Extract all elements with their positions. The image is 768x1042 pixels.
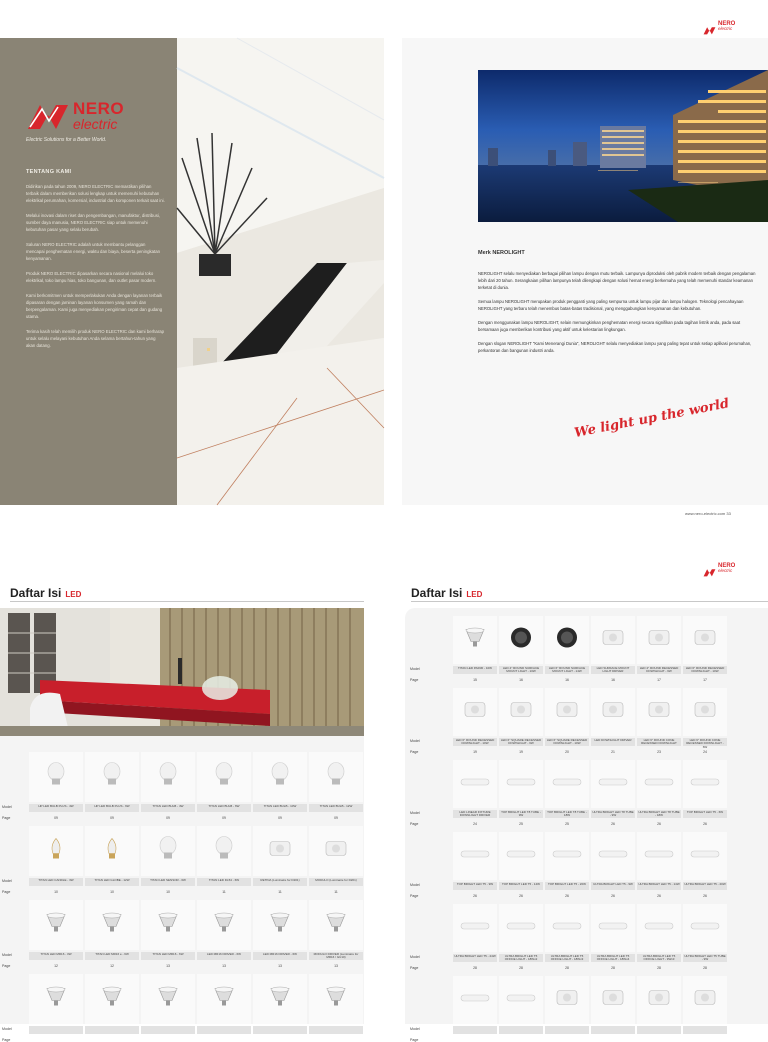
spotlight-icon	[155, 910, 181, 941]
model-name: ULTRA BRIGHT LED T8 TUBE - 18W	[638, 810, 680, 818]
nero-logo	[26, 100, 165, 131]
model-name: TITAN LED DL54 - 6W	[208, 878, 240, 882]
page-label: Page	[2, 964, 11, 968]
tube-light-icon	[460, 775, 490, 793]
model-name: ULTRA BRIGHT LED T5 OFFICE LIGHT - 18Wx4	[596, 954, 630, 962]
page-number: 26	[657, 894, 661, 898]
product-cell[interactable]	[499, 976, 543, 1024]
model-name: MODULO DRIVER (Luminaire for MR16 / GU10)	[313, 952, 359, 960]
downlight-icon	[692, 626, 718, 655]
product-cell[interactable]	[29, 974, 83, 1024]
surface-light-icon	[508, 625, 534, 656]
spotlight-icon	[267, 910, 293, 941]
tagline: Electric Solutions for a Better World.	[26, 137, 107, 143]
product-cell[interactable]	[637, 832, 681, 880]
product-cell[interactable]	[309, 974, 363, 1024]
model-name: LED 6" ROUND SURFACE MOUNT LIGHT - 14W	[548, 666, 586, 674]
product-cell[interactable]	[141, 752, 195, 802]
spotlight-icon	[99, 984, 125, 1015]
model-name: TOP BRIGHT LED T8 TUBE - 18W	[547, 810, 587, 818]
model-name: TITAN LED PAR30 - 10W	[457, 666, 493, 670]
downlight-icon	[508, 698, 534, 727]
product-cell[interactable]	[545, 976, 589, 1024]
model-label: Model	[410, 955, 420, 959]
downlight-icon	[646, 698, 672, 727]
about-paragraph: Produk NERO ELECTRIC dipasarkan secara nasional melalui toko elektrikal, toko lampu hias, toko bangunan, dan outlet pasar modern.	[26, 271, 157, 283]
spotlight-icon	[43, 984, 69, 1015]
model-name: HP LED BULB PLUS - 4W	[38, 804, 74, 808]
tube-light-icon	[644, 919, 674, 937]
product-cell[interactable]	[637, 976, 681, 1024]
page-number: 26	[519, 894, 523, 898]
model-bar	[141, 1026, 195, 1034]
model-name: ULTRA BRIGHT LED T5 - 24W	[454, 954, 496, 958]
model-name: RETINA (Luminaire for D201)	[260, 878, 300, 882]
model-name: LED 6" SQUARE RECESSED DOWNLIGHT - 6W	[500, 738, 542, 746]
page-number: 28	[565, 966, 569, 970]
model-name: TOP BRIGHT LED T5 - 6W	[686, 810, 724, 814]
model-label: Model	[2, 1027, 12, 1031]
page-number: 10	[54, 890, 58, 894]
product-cell[interactable]	[29, 826, 83, 876]
spotlight-icon	[211, 984, 237, 1015]
tube-light-icon	[506, 919, 536, 937]
model-name: LED MR16 DRIVER - 6W	[262, 952, 297, 956]
bulb-icon	[100, 762, 124, 793]
product-cell[interactable]	[453, 616, 497, 664]
office-photo	[0, 608, 364, 736]
about-paragraph: Kami berkomitmen untuk memperlakukan Anda dengan layanan terbaik dipasaran dengan jaminan layanan konsumen yang ramah dan berpengalaman. Kami juga menyediakan pengiriman cepat dan gudang utama.	[26, 293, 163, 319]
logo-electric-text: electric	[73, 116, 118, 132]
model-bar	[197, 1026, 251, 1034]
product-cell[interactable]	[253, 974, 307, 1024]
toc-page-right	[405, 608, 768, 1042]
brand-paragraph: Dengan menggunakan lampu NEROLIGHT, selain memungkinkan penghematan energi secara signifikan pada tagihan listrik anda, pada saat bersamaan juga memberikan kontribusi yang aktif untuk kelestarian lingkungan.	[478, 320, 741, 332]
product-cell[interactable]	[499, 760, 543, 808]
product-cell[interactable]	[453, 976, 497, 1024]
tube-light-icon	[690, 919, 720, 937]
downlight-icon	[554, 698, 580, 727]
bulb-icon	[156, 762, 180, 793]
page-number: 26	[657, 822, 661, 826]
model-name: TITAN LED BULB - 12W	[319, 804, 353, 808]
tube-light-icon	[598, 775, 628, 793]
about-paragraph: Melalui inovasi dalam riset dan pengembangan, manufaktur, distribusi, sumber daya manusia, NERO ELECTRIC siap untuk memenuhi kebutuhan pasar yang selalu berubah.	[26, 213, 160, 232]
model-name: LED 4" ROUND SURFACE MOUNT LIGHT - 10W	[502, 666, 540, 674]
model-name: LED LINEAR FIXTURE DOWNLIGHT DRIVER	[459, 810, 491, 818]
nero-mini-logo	[703, 564, 735, 573]
model-name: ULTRA BRIGHT LED T5 OFFICE LIGHT - 18Wx2	[504, 954, 538, 962]
page-label: Page	[410, 822, 419, 826]
page-number: 26	[703, 894, 707, 898]
product-cell[interactable]	[545, 904, 589, 952]
page-number: 28	[657, 966, 661, 970]
product-cell[interactable]	[499, 616, 543, 664]
page-number: 10	[166, 890, 170, 894]
downlight-icon	[600, 626, 626, 655]
page-number: 12	[110, 964, 114, 968]
product-cell[interactable]	[545, 616, 589, 664]
page-label: Page	[2, 890, 11, 894]
model-name: LED 6" SQUARE RECESSED DOWNLIGHT - 10W	[546, 738, 588, 746]
toc-page-left	[0, 608, 364, 1042]
product-cell[interactable]	[591, 688, 635, 736]
about-paragraph: Terima kasih telah memilih produk NERO ELECTRIC dan kami berharap untuk selalu melayani kebutuhan Anda selama bertahun-tahun yang akan datang.	[26, 329, 165, 348]
tube-light-icon	[690, 775, 720, 793]
downlight-icon	[646, 626, 672, 655]
product-cell[interactable]	[309, 826, 363, 876]
product-cell[interactable]	[85, 900, 139, 950]
page-number: 11	[334, 890, 338, 894]
page-footer: www.nero-electric.com 33	[685, 511, 731, 516]
product-cell[interactable]	[253, 826, 307, 876]
page-number: 17	[703, 678, 707, 682]
downlight-icon	[692, 986, 718, 1015]
page-number: 13	[166, 964, 170, 968]
spotlight-icon	[155, 984, 181, 1015]
model-name: TITAN LED SENSOR - 6W	[150, 878, 186, 882]
about-title: TENTANG KAMI	[26, 169, 72, 175]
toc-title-text: Daftar Isi	[10, 586, 62, 600]
downlight-icon	[462, 698, 488, 727]
tube-light-icon	[644, 775, 674, 793]
model-name: LED 4" ROUND RECESSED DOWNLIGHT - 6W	[639, 666, 679, 674]
product-cell[interactable]	[499, 832, 543, 880]
product-cell[interactable]	[683, 616, 727, 664]
model-bar	[85, 1026, 139, 1034]
spotlight-icon	[323, 984, 349, 1015]
title-divider	[411, 601, 768, 602]
slogan: We light up the world	[573, 396, 731, 441]
downlight-icon	[323, 837, 349, 866]
product-cell[interactable]	[453, 904, 497, 952]
model-label: Model	[410, 667, 420, 671]
page-number: 16	[611, 678, 615, 682]
page-label: Page	[410, 750, 419, 754]
page-label: Page	[410, 678, 419, 682]
tube-light-icon	[690, 847, 720, 865]
product-cell[interactable]	[85, 974, 139, 1024]
model-name: TOP BRIGHT LED T5 - 14W	[502, 882, 540, 886]
logo-electric-text: electric	[718, 568, 733, 574]
page-number: 17	[657, 678, 661, 682]
model-name: TOP BRIGHT LED T5 - 9W	[456, 882, 494, 886]
product-cell[interactable]	[591, 760, 635, 808]
page-number: 26	[703, 822, 707, 826]
downlight-icon	[646, 986, 672, 1015]
model-name: LED 6" ROUND RECESSED DOWNLIGHT - 10W	[455, 738, 495, 746]
page-number: 09	[222, 816, 226, 820]
brand-page	[402, 38, 768, 505]
model-bar	[683, 1026, 727, 1034]
page-number: 13	[334, 964, 338, 968]
page-number: 28	[703, 966, 707, 970]
model-label: Model	[2, 805, 12, 809]
product-cell[interactable]	[545, 832, 589, 880]
page-number: 09	[110, 816, 114, 820]
model-name: ULTRA BRIGHT LED T5 - 9W	[593, 882, 633, 886]
model-name: TITAN LED CANDLE - 3W	[38, 878, 74, 882]
product-cell[interactable]	[197, 900, 251, 950]
model-name: TOP BRIGHT LED T5 - 20W	[548, 882, 586, 886]
page-number: 24	[473, 822, 477, 826]
spotlight-icon	[211, 910, 237, 941]
page-number: 09	[278, 816, 282, 820]
tube-light-icon	[644, 847, 674, 865]
staircase-photo	[177, 38, 384, 505]
model-name: TITAN LED BULB - 10W	[263, 804, 297, 808]
page-number: 25	[565, 822, 569, 826]
product-cell[interactable]	[499, 688, 543, 736]
model-bar	[499, 1026, 543, 1034]
page-number: 23	[657, 750, 661, 754]
tube-light-icon	[552, 919, 582, 937]
product-cell[interactable]	[141, 974, 195, 1024]
spotlight-icon	[43, 910, 69, 941]
logo-nero-text: NERO	[718, 563, 736, 569]
product-cell[interactable]	[141, 826, 195, 876]
page-number: 19	[473, 750, 477, 754]
about-paragraph: Saluran NERO ELECTRIC adalah untuk membantu pelanggan mencapai penghematan energi, waktu dan biaya, beserta peningkatan kenyamanan.	[26, 242, 161, 261]
page-number: 26	[473, 894, 477, 898]
page-number: 28	[473, 966, 477, 970]
model-label: Model	[2, 879, 12, 883]
toc-tag: LED	[466, 590, 483, 599]
spotlight-icon	[462, 625, 488, 656]
surface-light-icon	[554, 625, 580, 656]
page-number: 26	[611, 894, 615, 898]
product-cell[interactable]	[683, 904, 727, 952]
model-name: LED 6" ROUND CONE RECESSED DOWNLIGHT - 6W	[686, 738, 724, 749]
model-name: ULTRA BRIGHT LED T5 OFFICE LIGHT - 18Wx3	[550, 954, 584, 962]
logo-nero-text: NERO	[718, 21, 736, 27]
tube-light-icon	[506, 847, 536, 865]
product-cell[interactable]	[453, 760, 497, 808]
bulb-icon	[44, 762, 68, 793]
bulb-icon	[268, 762, 292, 793]
page-number: 09	[334, 816, 338, 820]
product-cell[interactable]	[29, 900, 83, 950]
model-name: TITAN LED MR16 e - 6W	[95, 952, 129, 956]
model-label: Model	[410, 883, 420, 887]
product-cell[interactable]	[85, 752, 139, 802]
model-name: HP LED BULB PLUS - 6W	[94, 804, 130, 808]
page-number: 25	[519, 822, 523, 826]
title-divider	[10, 601, 364, 602]
product-cell[interactable]	[591, 904, 635, 952]
product-cell[interactable]	[453, 832, 497, 880]
page-number: 15	[473, 678, 477, 682]
model-name: ULTRA BRIGHT LED T8 TUBE - 9W	[592, 810, 634, 818]
tube-light-icon	[506, 775, 536, 793]
downlight-icon	[267, 837, 293, 866]
about-paragraph: Didirikan pada tahun 2009, NERO ELECTRIC memastikan pilihan terbaik dalam memberikan solusi lengkap untuk memenuhi kebutuhan elektrikal perumahan, komersial, industrial dan komponen terkait saat ini.	[26, 184, 165, 203]
page-number: 28	[519, 966, 523, 970]
model-name: LED DOWNLIGHT DRIVER	[594, 738, 632, 742]
nero-logo-mark-icon	[26, 101, 70, 131]
model-name: MODULO (Luminaire for D201)	[315, 878, 357, 882]
model-name: LED 6" ROUND RECESSED DOWNLIGHT - 10W	[685, 666, 725, 674]
model-name: ULTRA BRIGHT LED T5 - 20W	[684, 882, 726, 886]
tube-light-icon	[598, 847, 628, 865]
page-number: 26	[611, 822, 615, 826]
model-label: Model	[410, 1027, 420, 1031]
toc-title	[10, 586, 81, 600]
page-number: 13	[222, 964, 226, 968]
logo-nero-text: NERO	[73, 99, 125, 118]
model-name: LED SURFACE MOUNT LIGHT DRIVER	[596, 666, 630, 674]
page-number: 28	[611, 966, 615, 970]
page-number: 21	[611, 750, 615, 754]
tube-light-icon	[552, 847, 582, 865]
brand-paragraph: Semua lampu NEROLIGHT merupakan produk pengganti yang paling sempurna untuk lampu pijar dan lampu halogen. Teknologi pencahayaan NEROLIGHT yang terbaru telah menembus batas-batas tradisional, yang menggabungkan kenyamanan dan kebutuhan.	[478, 299, 744, 311]
candle-bulb-icon	[44, 836, 68, 867]
product-cell[interactable]	[309, 752, 363, 802]
model-bar	[545, 1026, 589, 1034]
model-bar	[29, 1026, 83, 1034]
product-cell[interactable]	[453, 688, 497, 736]
downlight-icon	[600, 986, 626, 1015]
page-label: Page	[410, 894, 419, 898]
model-name: TOP BRIGHT LED T8 TUBE - 9W	[501, 810, 541, 818]
toc-tag: LED	[65, 590, 82, 599]
model-name: LED 6" ROUND CONE RECESSED DOWNLIGHT	[641, 738, 677, 746]
model-bar	[591, 1026, 635, 1034]
tube-light-icon	[460, 919, 490, 937]
product-cell[interactable]	[637, 688, 681, 736]
product-cell[interactable]	[683, 760, 727, 808]
model-name: ULTRA BRIGHT LED T5 OFFICE LIGHT - 9Wx3	[642, 954, 676, 962]
product-cell[interactable]	[253, 900, 307, 950]
model-name: TITAN LED BULB - 6W	[208, 804, 240, 808]
nero-logo-mark-icon	[703, 22, 716, 31]
product-cell[interactable]	[499, 904, 543, 952]
downlight-icon	[554, 986, 580, 1015]
product-cell[interactable]	[683, 688, 727, 736]
product-cell[interactable]	[545, 688, 589, 736]
tube-light-icon	[460, 847, 490, 865]
product-cell[interactable]	[29, 752, 83, 802]
product-cell[interactable]	[309, 900, 363, 950]
nero-mini-logo	[703, 22, 735, 31]
page-number: 12	[54, 964, 58, 968]
product-cell[interactable]	[85, 826, 139, 876]
about-column	[0, 38, 177, 505]
tube-light-icon	[552, 775, 582, 793]
product-cell[interactable]	[591, 616, 635, 664]
page-number: 26	[565, 894, 569, 898]
brand-title: Merk NEROLIGHT	[478, 250, 525, 256]
model-name: TITAN LED BULB - 4W	[152, 804, 184, 808]
bulb-icon	[212, 836, 236, 867]
page-number: 09	[54, 816, 58, 820]
model-name: TITAN LED GLOBE - 12W	[94, 878, 130, 882]
product-cell[interactable]	[637, 904, 681, 952]
page-number: 20	[565, 750, 569, 754]
logo-electric-text: electric	[718, 26, 733, 32]
page-label: Page	[410, 1038, 419, 1042]
page-number: 16	[519, 678, 523, 682]
page-number: 13	[278, 964, 282, 968]
model-label: Model	[410, 811, 420, 815]
downlight-icon	[600, 698, 626, 727]
product-cell[interactable]	[545, 760, 589, 808]
product-cell[interactable]	[197, 974, 251, 1024]
model-bar	[309, 1026, 363, 1034]
model-label: Model	[2, 953, 12, 957]
product-cell[interactable]	[197, 826, 251, 876]
product-cell[interactable]	[637, 760, 681, 808]
model-bar	[637, 1026, 681, 1034]
page-number: 24	[703, 750, 707, 754]
nero-logo-mark-icon	[703, 564, 716, 573]
tube-light-icon	[598, 919, 628, 937]
page-number: 09	[166, 816, 170, 820]
model-bar	[253, 1026, 307, 1034]
model-name: ULTRA BRIGHT LED T5 TUBE - 9W	[684, 954, 726, 962]
product-cell[interactable]	[683, 832, 727, 880]
model-bar	[453, 1026, 497, 1034]
product-cell[interactable]	[591, 976, 635, 1024]
model-name: TITAN LED MR16 - 3W	[40, 952, 72, 956]
product-cell[interactable]	[141, 900, 195, 950]
spotlight-icon	[323, 910, 349, 941]
product-cell[interactable]	[253, 752, 307, 802]
toc-title-text: Daftar Isi	[411, 586, 463, 600]
brand-paragraph: NEROLIGHT selalu menyediakan berbagai pilihan lampu dengan mutu terbaik. Lampunya diproduksi oleh pabrik modern terbaik dengan pengalaman lebih dari 20 tahun. Serangkaian pilihan lampunya telah dilengkapi dengan solusi hemat energi berkemaha yang telah memenuhi standar keamanan terketat di dunia.	[478, 271, 756, 290]
page-number: 10	[110, 890, 114, 894]
brand-paragraph: Dengan slogan NEROLIGHT "Kami Menerangi Dunia", NEROLIGHT selalu menyediakan lampu yang paling tepat untuk setiap aplikasi perumahan, perkantoran dan bangunan industri anda.	[478, 341, 752, 353]
page-label: Page	[2, 816, 11, 820]
page-label: Page	[2, 1038, 11, 1042]
toc-title	[411, 586, 482, 600]
page-label: Page	[410, 966, 419, 970]
model-name: TITAN LED MR16 - 6W	[152, 952, 184, 956]
page-number: 11	[222, 890, 226, 894]
tube-light-icon	[460, 991, 490, 1009]
page-number: 19	[519, 750, 523, 754]
product-cell[interactable]	[591, 832, 635, 880]
tube-light-icon	[506, 991, 536, 1009]
bulb-icon	[156, 836, 180, 867]
hotel-night-photo	[478, 70, 768, 222]
product-cell[interactable]	[637, 616, 681, 664]
candle-bulb-icon	[100, 836, 124, 867]
model-label: Model	[410, 739, 420, 743]
bulb-icon	[324, 762, 348, 793]
model-name: ULTRA BRIGHT LED T5 - 14W	[638, 882, 680, 886]
downlight-icon	[692, 698, 718, 727]
about-page	[0, 38, 384, 505]
spotlight-icon	[99, 910, 125, 941]
page-number: 11	[278, 890, 282, 894]
model-name: LED MR16 DRIVER - 6W	[206, 952, 241, 956]
product-cell[interactable]	[683, 976, 727, 1024]
spotlight-icon	[267, 984, 293, 1015]
bulb-icon	[212, 762, 236, 793]
page-number: 16	[565, 678, 569, 682]
brand-text	[478, 250, 758, 354]
product-cell[interactable]	[197, 752, 251, 802]
